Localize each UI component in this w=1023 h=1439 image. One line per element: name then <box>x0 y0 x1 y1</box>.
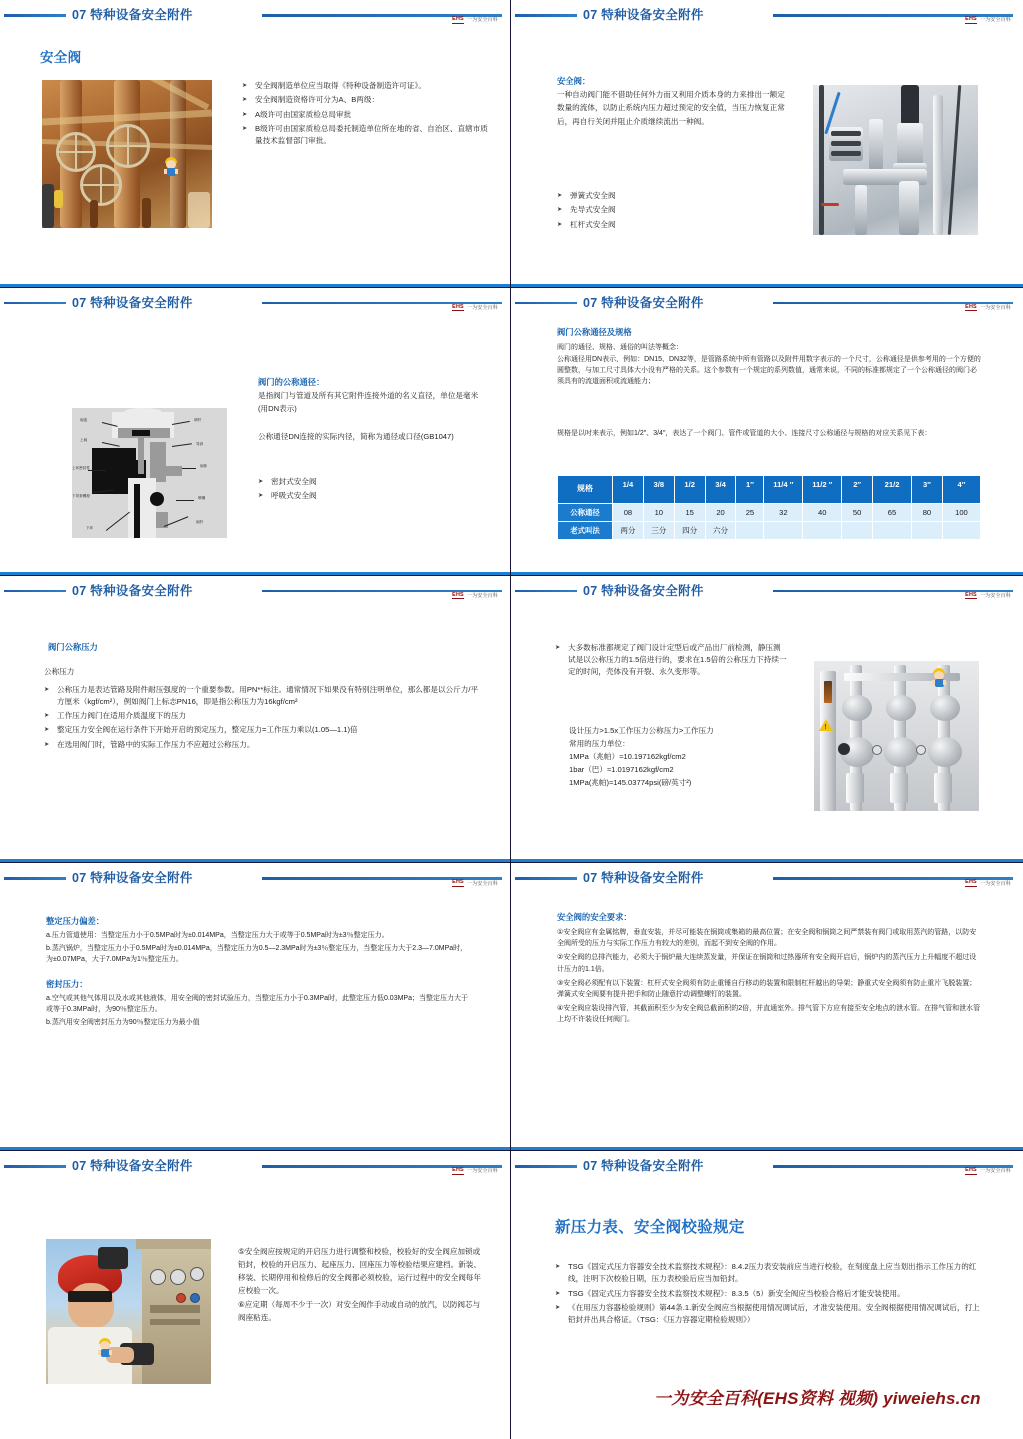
paragraph: ③安全阀必须配有以下装置：杠杆式安全阀须有防止重锤自行移动的装置和限制杠杆越出的导架；静重式安全阀须有防止重片飞脱装置；弹簧式安全阀要有提升把手和防止随意拧动调整螺钉的装置。 <box>557 979 977 998</box>
table-header-cell: 3″ <box>911 475 942 503</box>
paragraph: 是指阀门与管道及所有其它附件连接外道的名义直径，单位是毫米(用DN表示) <box>258 390 479 414</box>
paragraph: b.蒸汽用安全阀密封压力为90％整定压力为最小值 <box>46 1018 200 1026</box>
diagram-label: 喷嘴 <box>198 495 206 500</box>
bullet-list <box>44 684 484 753</box>
table-cell: 08 <box>612 503 643 521</box>
list-item: ➤ 安全阀制造资格许可分为A、B两级： <box>242 94 490 106</box>
slide-bottom-bar <box>511 859 1023 862</box>
table-row <box>558 521 981 539</box>
paragraph: a.压力管道使用：当整定压力小于0.5MPa时为±0.014MPa，当整定压力大于或等于0.5MPa时为±3％整定压力。 <box>46 932 389 940</box>
spec-table-wrap <box>557 475 981 540</box>
list-item: ➤ 杠杆式安全阀 <box>557 219 757 231</box>
table-cell <box>764 521 803 539</box>
mascot-icon <box>164 156 178 176</box>
paragraph: 阀门的通径、规格、通俗的叫法等概念： <box>557 343 683 351</box>
table-cell <box>842 521 873 539</box>
slide-header <box>0 1151 510 1181</box>
industrial-pipes-valves-photo <box>42 80 212 228</box>
slide-9[interactable] <box>0 1151 511 1439</box>
text-line: 常用的压力单位： <box>569 738 630 748</box>
section-heading: 阀门的公称通径： <box>258 376 325 387</box>
slide-6[interactable] <box>511 576 1023 864</box>
bullet-list <box>555 1261 985 1328</box>
slide-bottom-bar <box>0 859 510 862</box>
table-cell <box>873 521 912 539</box>
bullet-list <box>242 80 490 149</box>
header-rule-left <box>515 1165 577 1168</box>
watermark: 一为安全百科(EHS资料 视频) yiweiehs.cn <box>654 1389 981 1408</box>
table-cell: 10 <box>643 503 674 521</box>
paragraph: 公称通径用DN表示，例如：DN15、DN32等，是管路系统中所有管路以及附件用数字表示的一个尺寸，公称通径是供参考用的一个方便的圆整数，与加工尺寸具体大小没有严格的关系。这个参数有一个规定的系列数值，通常来说，不同的标准都规定了一个公称通径的阀门必须具有的流道面积或流通能力； <box>557 355 981 385</box>
slide-body <box>511 30 1023 283</box>
slide-body <box>0 606 510 859</box>
ehs-logo <box>452 304 498 312</box>
table-cell <box>942 521 980 539</box>
text-line: 1MPa(兆帕)≈145.03774psi(磅/英寸²) <box>569 777 692 787</box>
list-item: ➤ 安全阀制造单位应当取得《特种设备制造许可证》。 <box>242 80 490 92</box>
stainless-steel-valve-assembly-photo <box>813 85 978 235</box>
slide-3[interactable] <box>0 288 511 576</box>
ehs-logo-text: 一为安全百科 <box>466 1168 498 1175</box>
ehs-logo-mark: EHS <box>965 879 977 886</box>
mascot-icon <box>98 1337 112 1357</box>
ehs-logo-mark: EHS <box>965 591 977 598</box>
ehs-logo <box>965 879 1011 887</box>
list-item: ➤ 呼吸式安全阀 <box>258 490 458 502</box>
spec-table <box>557 475 981 540</box>
slide-5[interactable] <box>0 576 511 864</box>
bullet-list <box>555 642 787 681</box>
slide-header <box>0 863 510 893</box>
ehs-logo-text: 一为安全百科 <box>979 1168 1011 1175</box>
section-heading-2: 密封压力： <box>46 978 88 989</box>
slide-body <box>0 318 510 571</box>
ehs-logo-mark: EHS <box>452 16 464 22</box>
list-item: ➤ B级许可由国家质检总局委托制造单位所在地的省、自治区、直辖市质量技术监督部门审批。 <box>242 123 490 148</box>
table-header-cell: 3/4 <box>705 475 736 503</box>
list-item: ➤ 弹簧式安全阀 <box>557 190 757 202</box>
diagram-label: 调杆 <box>194 417 202 422</box>
list-item: ➤ 《在用压力容器检验规则》第44条.1.新安全阀应当根据使用情况调试后，才准安装使用。安全阀根据使用情况调试后，打上铅封并出具合格证。（TSG：《压力容器定期检验规则》） <box>555 1302 985 1327</box>
bullet-list <box>557 190 757 233</box>
slide-bottom-bar <box>0 284 510 287</box>
header-rule-left <box>4 877 66 880</box>
table-cell: 六分 <box>705 521 736 539</box>
table-header-cell: 21/2 <box>873 475 912 503</box>
paragraph: 一种自动阀门能不借助任何外力而又利用介质本身的力来排出一额定数量的流体，以防止系统内压力超过预定的安全值，当压力恢复正常后，再自行关闭并阻止介质继续流出一种阀。 <box>557 90 785 126</box>
ehs-logo <box>965 1167 1011 1175</box>
slide-2[interactable] <box>511 0 1023 288</box>
ehs-logo-text: 一为安全百科 <box>979 305 1011 312</box>
ehs-logo-mark: EHS <box>965 1167 977 1174</box>
header-rule-left <box>4 14 66 17</box>
list-item: ➤ 工作压力阀门在适用介质温度下的压力 <box>44 710 484 722</box>
ehs-logo-text: 一为安全百科 <box>979 592 1011 599</box>
slide-body <box>511 318 1023 571</box>
table-cell: 15 <box>674 503 705 521</box>
slide-body <box>511 893 1023 1146</box>
header-title: 07 特种设备安全附件 <box>72 871 193 886</box>
table-row <box>558 503 981 521</box>
slide-header <box>0 0 510 30</box>
diagram-label: 导套 <box>196 441 204 446</box>
list-item: ➤ 公称压力是表达管路及附件耐压强度的一个重要参数。用PN**标注。通常情况下如果没有特别注明单位，那么都是以公斤力/平方厘米（kgf/cm²），例如阀门上标志PN16，即是指公称压力为16kgf/cm² <box>44 684 484 709</box>
table-cell <box>736 521 764 539</box>
table-cell: 25 <box>736 503 764 521</box>
section-heading: 阀门公称通径及规格 <box>557 326 632 337</box>
slide-header <box>511 863 1023 893</box>
table-header-cell: 11/2 ″ <box>803 475 842 503</box>
list-item: ➤ A级许可由国家质检总局审批 <box>242 109 490 121</box>
page-title: 安全阀 <box>40 50 82 65</box>
list-item: ➤ 在选用阀门时，管路中的实际工作压力不应超过公称压力。 <box>44 739 484 751</box>
header-rule-left <box>4 1165 66 1168</box>
paragraph: a.空气或其他气体用以及水或其他液体，用安全阀的密封试验压力，当整定压力小于0.3MPa时，此整定压力低0.03MPa；当整定压力大于或等于0.3MPa时，为90％整定压力。 <box>46 994 468 1013</box>
table-cell: 两分 <box>612 521 643 539</box>
table-cell: 80 <box>911 503 942 521</box>
table-header-cell: 11/4 ″ <box>764 475 803 503</box>
slide-bottom-bar <box>0 1147 510 1150</box>
paragraph: ②安全阀的总排汽能力，必须大于锅炉最大连续蒸发量，并保证在锅筒和过热器所有安全阀开启后，锅炉内的蒸汽压力上升幅度不超过设计压力的1.1倍。 <box>557 954 977 973</box>
header-rule-left <box>515 877 577 880</box>
paragraph: ⑥应定期（每周不少于一次）对安全阀作手动或自动的放汽，以防阀芯与阀座粘连。 <box>238 1300 481 1323</box>
diagram-label: 阀盖 <box>80 417 88 422</box>
diagram-label: 上阀 <box>80 437 88 442</box>
header-title: 07 特种设备安全附件 <box>72 583 193 598</box>
table-cell: 50 <box>842 503 873 521</box>
table-header-cell: 1″ <box>736 475 764 503</box>
table-header-cell: 3/8 <box>643 475 674 503</box>
header-title: 07 特种设备安全附件 <box>583 871 704 886</box>
bullet-list <box>258 476 458 505</box>
paragraph: ⑤安全阀应按规定的开启压力进行调整和校验，校验好的安全阀应加锁或铅封，校验的开启压力、起座压力、回座压力等校验结果应建档。新装、移装、长期停用和检修后的安全阀都必须校验，运行过程中的安全阀每年应校验一次。 <box>238 1247 481 1296</box>
list-item: ➤ TSG《固定式压力容器安全技术监察技术规程》：8.3.5（5）新安全阀应当校验合格后才能安装使用。 <box>555 1288 985 1300</box>
table-row-header: 老式叫法 <box>558 521 613 539</box>
diagram-label: 阀杆 <box>196 519 204 524</box>
list-item: ➤ 整定压力安全阀在运行条件下开始开启的预定压力，整定压力=工作压力乘以(1.05—1.1)倍 <box>44 724 484 736</box>
paragraph: b.蒸汽锅炉，当整定压力小于0.5MPa时为±0.014MPa，当整定压力为0.5—2.3MPa时为±3％整定压力，当整定压力大于2.3—7.0MPa时，为±0.07MPa，大于7.0MPa为1％整定压力。 <box>46 945 468 964</box>
page-title: 新压力表、安全阀校验规定 <box>555 1219 745 1237</box>
header-title: 07 特种设备安全附件 <box>72 8 193 22</box>
header-title: 07 特种设备安全附件 <box>583 295 704 310</box>
header-title: 07 特种设备安全附件 <box>583 8 704 22</box>
slide-body <box>0 30 510 283</box>
slide-header <box>0 576 510 606</box>
table-cell: 四分 <box>674 521 705 539</box>
table-cell: 40 <box>803 503 842 521</box>
slide-header <box>511 576 1023 606</box>
header-title: 07 特种设备安全附件 <box>583 1159 704 1174</box>
subheading: 公称压力 <box>44 666 75 676</box>
slide-body <box>0 1181 510 1435</box>
table-cell <box>911 521 942 539</box>
ehs-logo <box>965 304 1011 312</box>
worker-adjusting-control-panel-photo <box>46 1239 211 1384</box>
paragraph: 规格是以吋来表示，例如1/2″、3/4″，表达了一个阀门、管件或管道的大小、连接尺寸公称通径与规格的对应关系见下表： <box>557 429 932 437</box>
table-cell: 32 <box>764 503 803 521</box>
ehs-logo <box>965 592 1011 600</box>
ehs-logo-mark: EHS <box>452 1167 464 1174</box>
paragraph: ④安全阀应装设排汽管，其截面积至少为安全阀总截面积的2倍，并直通室外。排气管下方应有接至安全地点的泄水管。在排气管和泄水管上均不许装设任何阀门。 <box>557 1004 981 1023</box>
section-heading-1: 整定压力偏差： <box>46 916 105 927</box>
slide-header <box>511 288 1023 318</box>
ehs-logo <box>452 16 498 24</box>
header-title: 07 特种设备安全附件 <box>72 295 193 310</box>
header-title: 07 特种设备安全附件 <box>72 1159 193 1174</box>
table-header-cell: 1/2 <box>674 475 705 503</box>
slide-header <box>511 0 1023 30</box>
diagram-label: 下导套螺栓 <box>72 493 90 498</box>
diagram-label: 上环密封性 <box>72 465 90 470</box>
table-cell: 三分 <box>643 521 674 539</box>
list-item: ➤ 先导式安全阀 <box>557 204 757 216</box>
mascot-icon <box>932 667 946 687</box>
valve-cross-section-diagram <box>72 408 227 538</box>
ehs-logo-text: 一为安全百科 <box>466 592 498 599</box>
ehs-logo-text: 一为安全百科 <box>466 880 498 887</box>
header-rule-left <box>515 590 577 593</box>
slide-1[interactable] <box>0 0 511 288</box>
ehs-logo <box>452 879 498 887</box>
ehs-logo <box>965 16 1011 24</box>
slide-body <box>511 606 1023 859</box>
pressure-units-block <box>569 724 809 789</box>
paragraph: 公称通径DN连接的实际内径，简称为通径或口径(GB1047) <box>258 431 454 441</box>
ehs-logo-mark: EHS <box>965 303 977 310</box>
header-rule-left <box>515 302 577 305</box>
ehs-logo-text: 一为安全百科 <box>466 305 498 312</box>
ehs-logo-text: 一为安全百科 <box>979 17 1011 24</box>
ehs-logo-text: 一为安全百科 <box>979 880 1011 887</box>
ehs-logo <box>452 592 498 600</box>
section-heading: 阀门公称压力 <box>48 641 98 652</box>
section-heading: 安全阀的安全要求： <box>557 912 632 923</box>
slide-header <box>0 288 510 318</box>
ehs-logo-mark: EHS <box>452 303 464 310</box>
text-line: 1bar（巴）≈1.0197162kgf/cm2 <box>569 764 674 774</box>
table-cell: 100 <box>942 503 980 521</box>
list-item: ➤ 密封式安全阀 <box>258 476 458 488</box>
text-line: 1MPa（兆帕）≈10.197162kgf/cm2 <box>569 751 686 761</box>
text-line: 设计压力>1.5x工作压力公称压力>工作压力 <box>569 725 714 735</box>
header-rule-left <box>4 590 66 593</box>
ehs-logo-text: 一为安全百科 <box>466 17 498 24</box>
header-rule-left <box>4 302 66 305</box>
ehs-logo <box>452 1167 498 1175</box>
table-header-row <box>558 475 981 503</box>
slide-header <box>511 1151 1023 1181</box>
table-cell: 20 <box>705 503 736 521</box>
diagram-label: 阀体 <box>200 463 208 468</box>
slide-bottom-bar <box>511 284 1023 287</box>
table-header-cell: 1/4 <box>612 475 643 503</box>
table-cell: 65 <box>873 503 912 521</box>
slide-body <box>0 893 510 1146</box>
slide-bottom-bar <box>511 572 1023 575</box>
valve-manifold-rack-photo <box>814 661 979 811</box>
table-header-cell: 4″ <box>942 475 980 503</box>
slide-4[interactable] <box>511 288 1023 576</box>
table-header-cell: 2″ <box>842 475 873 503</box>
section-heading: 安全阀： <box>557 76 591 86</box>
header-rule-left <box>515 14 577 17</box>
table-header-cell: 规格 <box>558 475 613 503</box>
list-item: ➤ 大多数标准都规定了阀门设计定型后或产品出厂前检测，静压测试是以公称压力的1.5倍进行的，要求在1.5倍的公称压力下持续一定的时间，壳体没有开裂、永久变形等。 <box>555 642 787 679</box>
header-title: 07 特种设备安全附件 <box>583 583 704 598</box>
diagram-label: 下环 <box>86 525 94 530</box>
ehs-logo-mark: EHS <box>965 16 977 22</box>
paragraph: ①安全阀应有金属铭牌，垂直安装，并尽可能装在锅筒或集箱的最高位置；在安全阀和锅筒之间严禁装有阀门或取用蒸汽的管路，以防安全阀所受的压力与实际工作压力有较大的差别，而起不到安全阀的作用。 <box>557 929 977 948</box>
ehs-logo-mark: EHS <box>452 591 464 598</box>
slide-7[interactable] <box>0 863 511 1151</box>
slide-8[interactable] <box>511 863 1023 1151</box>
list-item: ➤ TSG《固定式压力容器安全技术监察技术规程》：8.4.2压力表安装前应当进行校验，在刻度盘上应当划出指示工作压力的红线，注明下次校验日期，压力表校验后应当加铅封。 <box>555 1261 985 1286</box>
warning-triangle-icon: ! <box>819 719 833 731</box>
ehs-logo-mark: EHS <box>452 879 464 886</box>
table-cell <box>803 521 842 539</box>
table-row-header: 公称通径 <box>558 503 613 521</box>
slide-bottom-bar <box>511 1147 1023 1150</box>
slide-bottom-bar <box>0 572 510 575</box>
